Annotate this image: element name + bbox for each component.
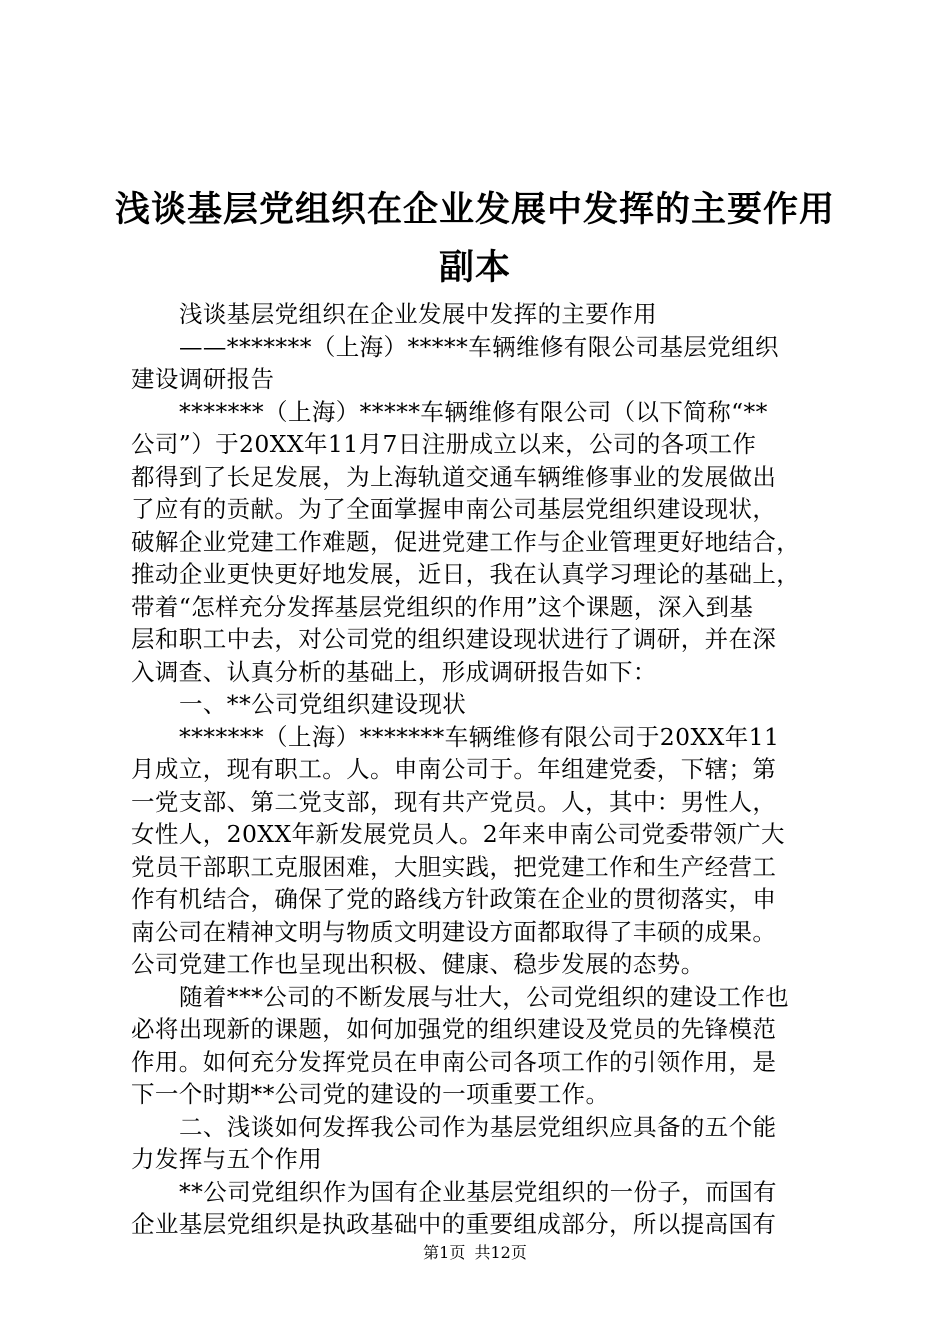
paragraph-line: 一党支部、第二党支部，现有共产党员。人，其中：男性人， bbox=[131, 787, 777, 816]
paragraph-line: 公司”）于20XX年11月7日注册成立以来，公司的各项工作 bbox=[131, 430, 757, 458]
paragraph-line: **公司党组织作为国有企业基层党组织的一份子，而国有 bbox=[179, 1177, 777, 1206]
paragraph-line: 公司党建工作也呈现出积极、健康、稳步发展的态势。 bbox=[131, 950, 705, 978]
page-total: 共12页 bbox=[474, 1243, 527, 1262]
paragraph-line: 入调查、认真分析的基础上，形成调研报告如下： bbox=[131, 657, 657, 686]
paragraph-line: 了应有的贡献。为了全面掌握申南公司基层党组织建设现状， bbox=[131, 495, 777, 523]
paragraph-line: *******（上海）*******车辆维修有限公司于20XX年11 bbox=[179, 722, 780, 751]
paragraph-line: 下一个时期**公司党的建设的一项重要工作。 bbox=[131, 1080, 610, 1108]
document-body bbox=[131, 298, 831, 1241]
paragraph-line: 南公司在精神文明与物质文明建设方面都取得了丰硕的成果。 bbox=[131, 917, 777, 946]
document-title: 浅谈基层党组织在企业发展中发挥的主要作用 bbox=[114, 190, 835, 230]
section-heading: 二、浅谈如何发挥我公司作为基层党组织应具备的五个能 bbox=[179, 1112, 777, 1141]
paragraph-line: 都得到了长足发展，为上海轨道交通车辆维修事业的发展做出 bbox=[131, 462, 777, 491]
paragraph-line: 作有机结合，确保了党的路线方针政策在企业的贯彻落实，申 bbox=[131, 885, 777, 913]
document-title-line2: 副本 bbox=[438, 248, 511, 288]
paragraph-line: *******（上海）*****车辆维修有限公司（以下简称“** bbox=[179, 397, 768, 426]
paragraph-line: 企业基层党组织是执政基础中的重要组成部分，所以提高国有 bbox=[131, 1210, 777, 1238]
page-number: 第1页 bbox=[423, 1243, 466, 1262]
paragraph-line: 作用。如何充分发挥党员在申南公司各项工作的引领作用，是 bbox=[131, 1047, 777, 1076]
paragraph-line: 推动企业更快更好地发展，近日，我在认真学习理论的基础上， bbox=[131, 560, 801, 588]
paragraph-line: 月成立，现有职工。人。申南公司于。年组建党委，下辖；第 bbox=[131, 755, 777, 783]
subtitle-line: 建设调研报告 bbox=[131, 365, 275, 393]
section-heading: 一、**公司党组织建设现状 bbox=[179, 690, 467, 718]
paragraph-line: 必将出现新的课题，如何加强党的组织建设及党员的先锋模范 bbox=[131, 1015, 777, 1043]
subtitle-line: ——*******（上海）*****车辆维修有限公司基层党组织 bbox=[179, 332, 779, 361]
page-footer bbox=[0, 1243, 950, 1263]
paragraph-line: 随着***公司的不断发展与壮大，公司党组织的建设工作也 bbox=[179, 982, 790, 1011]
paragraph-line: 党员干部职工克服困难，大胆实践，把党建工作和生产经营工 bbox=[131, 852, 777, 881]
paragraph-line: 女性人，20XX年新发展党员人。2年来申南公司党委带领广大 bbox=[131, 820, 785, 848]
paragraph-line: 带着“怎样充分发挥基层党组织的作用”这个课题，深入到基 bbox=[131, 592, 754, 621]
subtitle-line: 浅谈基层党组织在企业发展中发挥的主要作用 bbox=[179, 300, 657, 328]
section-heading: 力发挥与五个作用 bbox=[131, 1145, 323, 1173]
paragraph-line: 层和职工中去，对公司党的组织建设现状进行了调研，并在深 bbox=[131, 625, 777, 653]
paragraph-line: 破解企业党建工作难题，促进党建工作与企业管理更好地结合， bbox=[131, 527, 801, 556]
